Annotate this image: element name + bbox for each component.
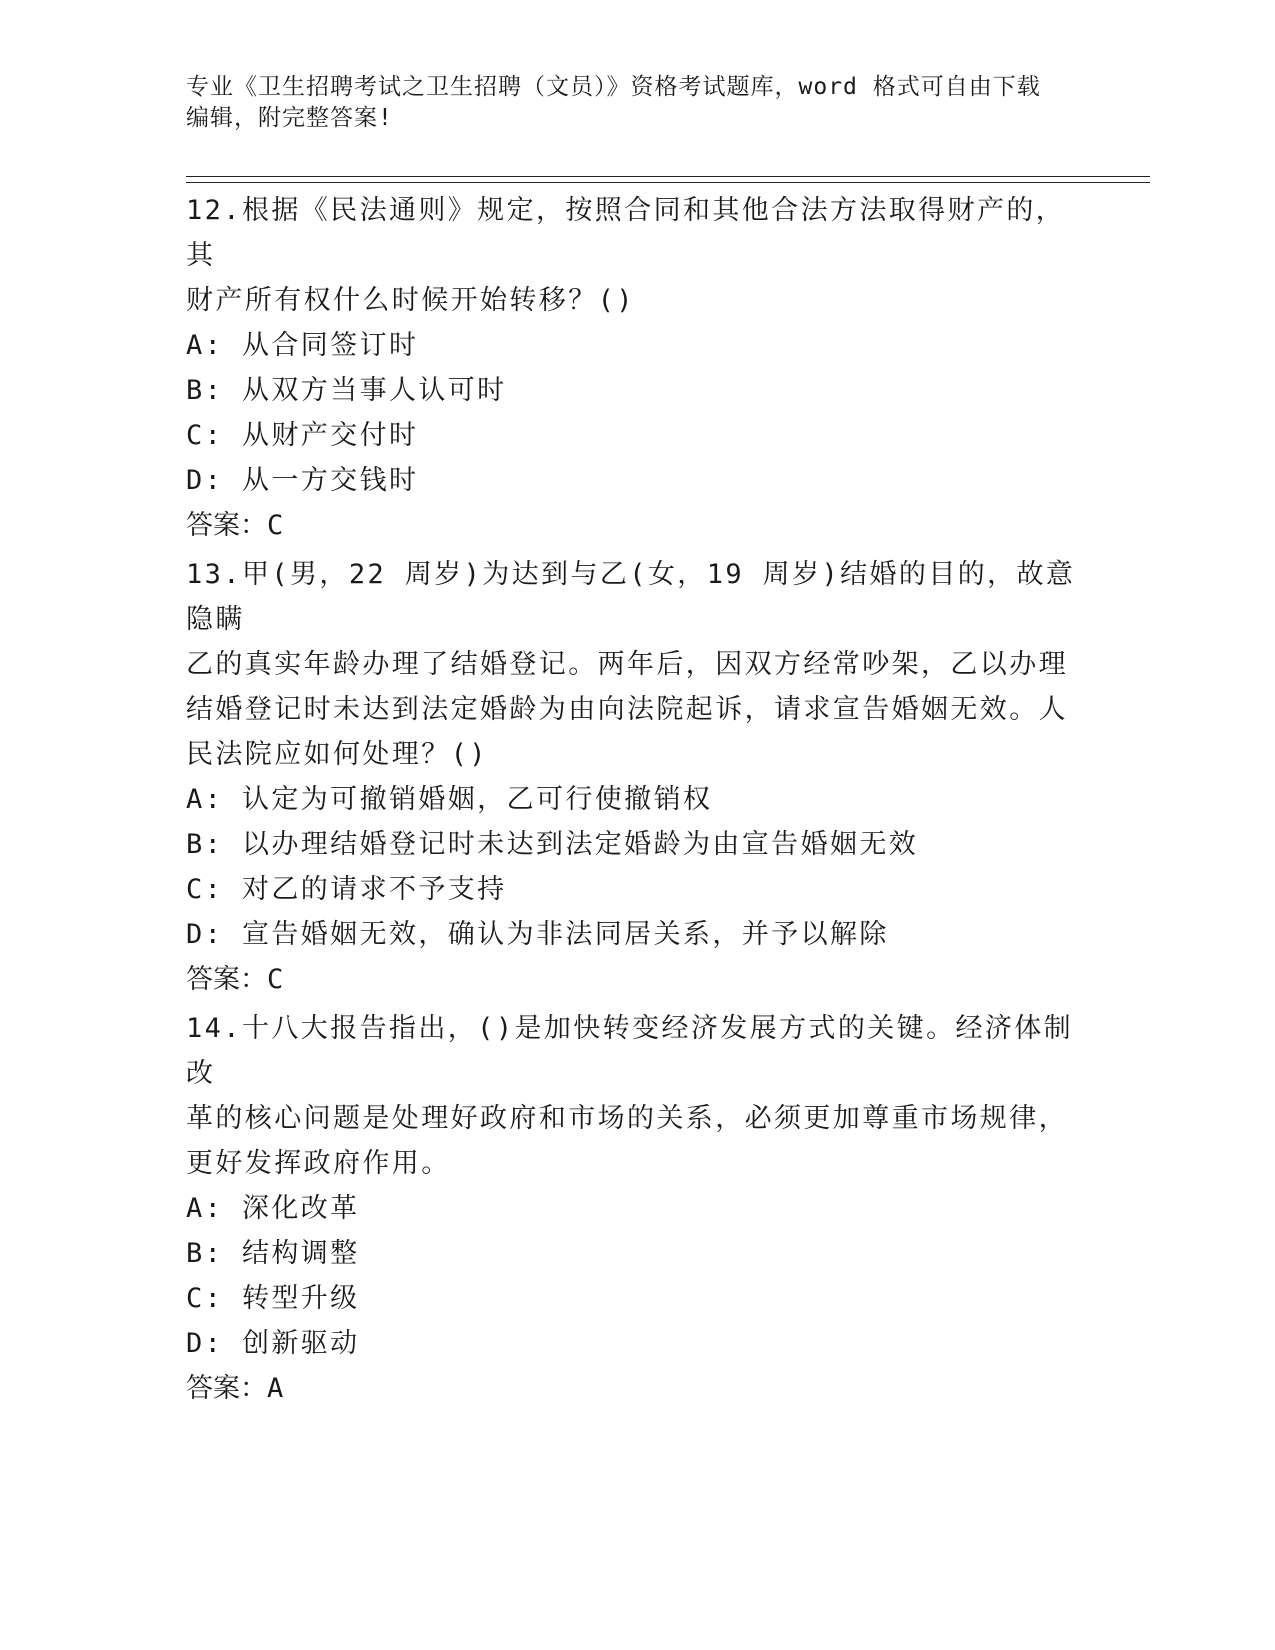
stem-line: 14.十八大报告指出，()是加快转变经济发展方式的关键。经济体制改 xyxy=(186,1013,1074,1089)
option-d: D: 创新驱动 xyxy=(186,1328,360,1359)
header-divider-top xyxy=(186,176,1150,177)
answer-line xyxy=(186,1366,1086,1411)
option-d: D: 从一方交钱时 xyxy=(186,465,419,496)
stem-line: 革的核心问题是处理好政府和市场的关系，必须更加尊重市场规律， xyxy=(186,1103,1068,1134)
stem-line: 财产所有权什么时候开始转移？() xyxy=(186,285,635,316)
document-header xyxy=(186,72,1086,134)
answer-line xyxy=(186,503,1086,548)
stem-line: 13.甲(男，22 周岁)为达到与乙(女，19 周岁)结婚的目的，故意隐瞒 xyxy=(186,559,1076,635)
option-a: A: 深化改革 xyxy=(186,1193,360,1224)
answer-value: C xyxy=(267,510,284,541)
option-c: C: 从财产交付时 xyxy=(186,420,419,451)
answer-label: 答案： xyxy=(186,510,267,541)
stem-line: 更好发挥政府作用。 xyxy=(186,1148,451,1179)
question-14 xyxy=(186,1006,1086,1411)
answer-label: 答案： xyxy=(186,1373,267,1404)
header-line-1: 专业《卫生招聘考试之卫生招聘（文员）》资格考试题库，word 格式可自由下载 xyxy=(186,74,1041,100)
question-stem xyxy=(186,552,1086,777)
option-b: B: 以办理结婚登记时未达到法定婚龄为由宣告婚姻无效 xyxy=(186,829,919,860)
answer-value: C xyxy=(267,964,284,995)
option-d: D: 宣告婚姻无效，确认为非法同居关系，并予以解除 xyxy=(186,919,889,950)
option-a: A: 认定为可撤销婚姻，乙可行使撤销权 xyxy=(186,784,713,815)
answer-value: A xyxy=(267,1373,284,1404)
question-13 xyxy=(186,552,1086,1002)
answer-line xyxy=(186,957,1086,1002)
option-c: C: 转型升级 xyxy=(186,1283,360,1314)
option-c: C: 对乙的请求不予支持 xyxy=(186,874,507,905)
question-stem xyxy=(186,1006,1086,1186)
header-divider-bottom xyxy=(186,182,1150,183)
header-line-2: 编辑，附完整答案! xyxy=(186,105,393,131)
question-stem xyxy=(186,188,1086,323)
stem-line: 12.根据《民法通则》规定，按照合同和其他合法方法取得财产的，其 xyxy=(186,195,1066,271)
stem-line: 民法院应如何处理？() xyxy=(186,739,488,770)
question-12 xyxy=(186,188,1086,548)
stem-line: 结婚登记时未达到法定婚龄为由向法院起诉，请求宣告婚姻无效。人 xyxy=(186,694,1068,725)
option-b: B: 结构调整 xyxy=(186,1238,360,1269)
option-a: A: 从合同签订时 xyxy=(186,330,419,361)
stem-line: 乙的真实年龄办理了结婚登记。两年后，因双方经常吵架，乙以办理 xyxy=(186,649,1068,680)
answer-label: 答案： xyxy=(186,964,267,995)
option-b: B: 从双方当事人认可时 xyxy=(186,375,507,406)
